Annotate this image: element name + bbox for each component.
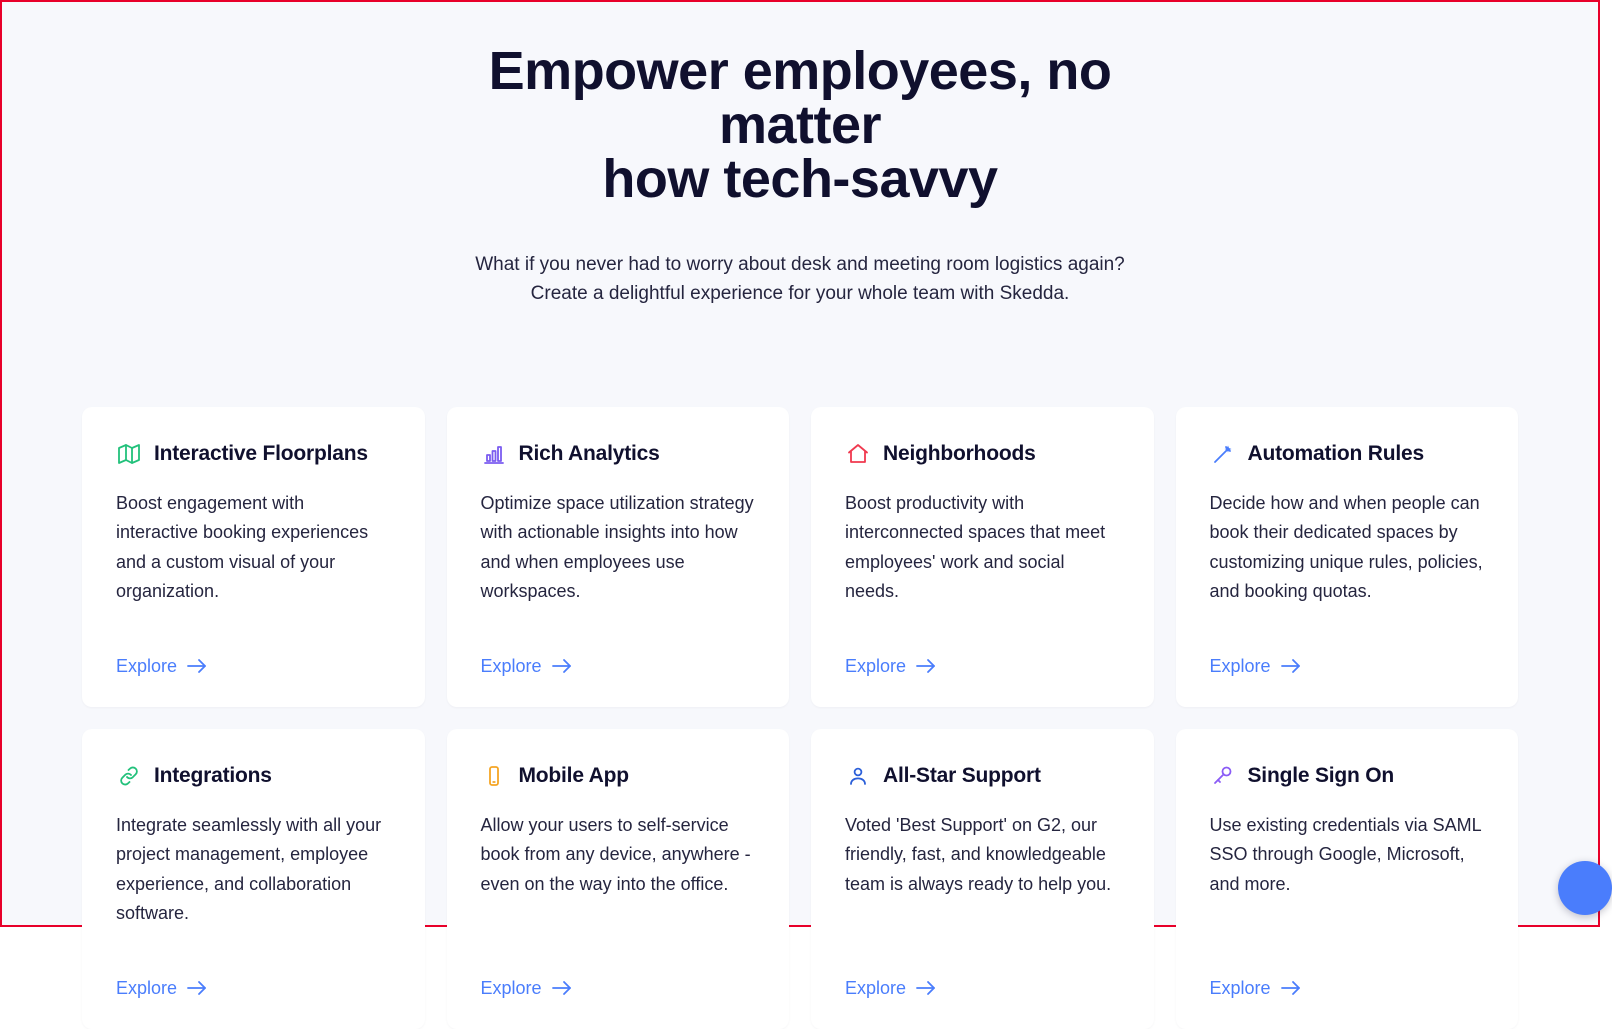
card-header (1210, 441, 1485, 467)
chat-launcher-button[interactable] (1558, 861, 1612, 915)
home-icon (845, 441, 871, 467)
feature-card-all-star-support[interactable] (811, 729, 1154, 1029)
card-title: Rich Analytics (518, 441, 660, 465)
mobile-phone-icon (481, 763, 507, 789)
feature-card-automation-rules[interactable] (1176, 407, 1519, 707)
card-title: Neighborhoods (883, 441, 1036, 465)
explore-link[interactable] (116, 978, 391, 999)
map-icon (116, 441, 142, 467)
arrow-right-icon (1281, 981, 1301, 995)
card-header (481, 441, 756, 467)
feature-card-integrations[interactable] (82, 729, 425, 1029)
feature-card-neighborhoods[interactable] (811, 407, 1154, 707)
explore-link-label: Explore (1209, 977, 1271, 998)
card-description: Allow your users to self-service book from any device, anywhere - even on the way into the office. (480, 814, 751, 894)
card-title: Automation Rules (1247, 441, 1424, 465)
feature-cards-section (2, 407, 1598, 1029)
page-title (420, 41, 1180, 209)
page-subtitle-line-2: Create a delightful experience for your whole team with Skedda. (530, 283, 1070, 305)
card-description: Integrate seamlessly with all your project management, employee experience, and collaboration software. (116, 814, 382, 923)
feature-card-mobile-app[interactable] (447, 729, 790, 1029)
card-title: Single Sign On (1247, 763, 1395, 787)
page-subtitle-line-1: What if you never had to worry about desk and meeting room logistics again? (475, 254, 1125, 275)
page-title-line-1: Empower employees, no matter (488, 41, 1112, 155)
explore-link[interactable] (845, 978, 1120, 999)
card-header (845, 763, 1120, 789)
arrow-right-icon (916, 981, 936, 995)
arrow-right-icon (187, 981, 207, 995)
card-header (481, 763, 756, 789)
card-title: Interactive Floorplans (154, 441, 368, 465)
feature-card-rich-analytics[interactable] (447, 407, 790, 707)
feature-card-single-sign-on[interactable] (1176, 729, 1519, 1029)
explore-link-label: Explore (1209, 655, 1271, 676)
card-header (116, 441, 391, 467)
card-title: Mobile App (518, 763, 629, 787)
explore-link[interactable] (481, 656, 756, 677)
bar-chart-icon (481, 441, 507, 467)
explore-link[interactable] (116, 656, 391, 677)
feature-card-grid-row-2 (82, 729, 1518, 1029)
arrow-right-icon (552, 659, 572, 673)
card-header (116, 763, 391, 789)
link-icon (116, 763, 142, 789)
card-description: Decide how and when people can book their dedicated spaces by customizing unique rules, policies, and booking quotas. (1209, 492, 1483, 601)
explore-link-label: Explore (116, 655, 178, 676)
explore-link[interactable] (1210, 656, 1485, 677)
explore-link-label: Explore (480, 655, 542, 676)
card-description: Voted 'Best Support' on G2, our friendly, fast, and knowledgeable team is always ready to help you. (845, 814, 1112, 894)
magic-wand-icon (1210, 441, 1236, 467)
explore-link[interactable] (845, 656, 1120, 677)
feature-card-grid-row-1 (82, 407, 1518, 707)
arrow-right-icon (1281, 659, 1301, 673)
page-subtitle (440, 250, 1160, 309)
support-agent-icon (845, 763, 871, 789)
card-description: Boost productivity with interconnected spaces that meet employees' work and social needs. (845, 492, 1106, 601)
explore-link[interactable] (481, 978, 756, 999)
card-title: All-Star Support (883, 763, 1041, 787)
card-description: Use existing credentials via SAML SSO through Google, Microsoft, and more. (1209, 814, 1481, 894)
explore-link-label: Explore (480, 977, 542, 998)
explore-link[interactable] (1210, 978, 1485, 999)
marketing-page (2, 2, 1598, 998)
arrow-right-icon (916, 659, 936, 673)
arrow-right-icon (552, 981, 572, 995)
key-icon (1210, 763, 1236, 789)
explore-link-label: Explore (845, 977, 907, 998)
page-title-line-2: how tech-savvy (602, 149, 998, 209)
card-header (1210, 763, 1485, 789)
feature-card-interactive-floorplans[interactable] (82, 407, 425, 707)
explore-link-label: Explore (845, 655, 907, 676)
arrow-right-icon (187, 659, 207, 673)
card-title: Integrations (154, 763, 272, 787)
card-header (845, 441, 1120, 467)
explore-link-label: Explore (116, 977, 178, 998)
hero-section (2, 2, 1598, 309)
card-description: Optimize space utilization strategy with actionable insights into how and when employees use workspaces. (480, 492, 754, 601)
card-description: Boost engagement with interactive booking experiences and a custom visual of your organization. (116, 492, 369, 601)
